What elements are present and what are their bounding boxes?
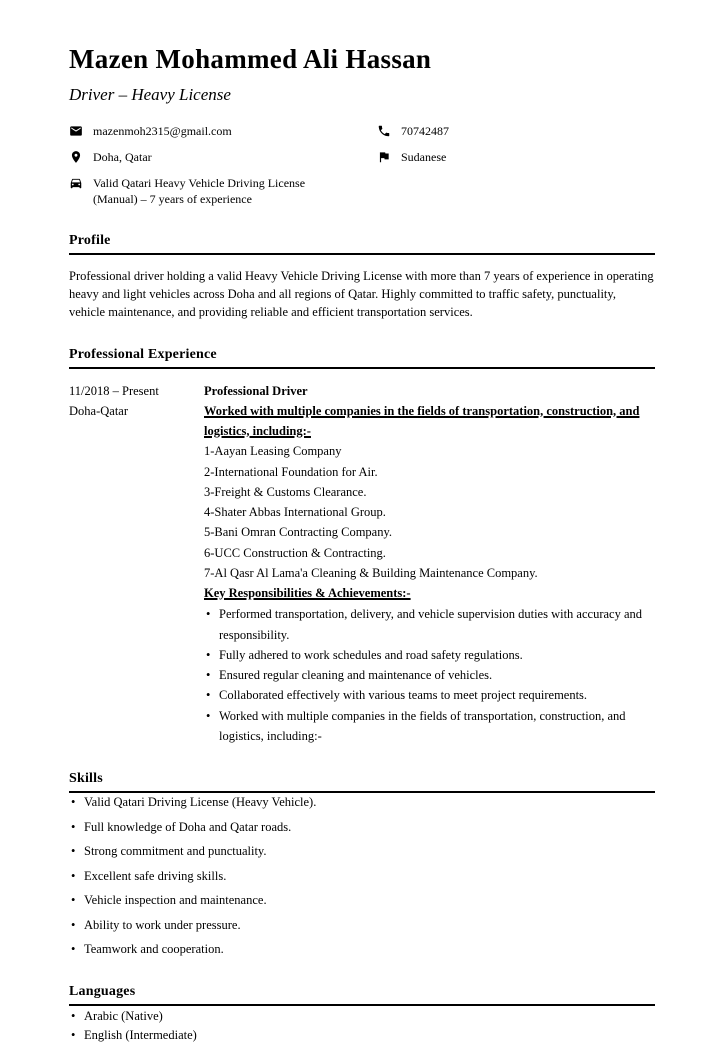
company-item: 2-International Foundation for Air. — [204, 464, 378, 479]
company-item: 4-Shater Abbas International Group. — [204, 505, 386, 520]
languages-section — [69, 984, 655, 1045]
flag-icon — [377, 150, 391, 164]
company-item: 6-UCC Construction & Contracting. — [204, 545, 386, 560]
responsibility-item: • Collaborated effectively with various teams to meet project requirements. — [204, 685, 655, 705]
profile-heading: Profile — [69, 233, 655, 255]
experience-date-range: 11/2018 – Present — [69, 383, 159, 398]
candidate-job-title: Driver – Heavy License — [69, 85, 231, 105]
skill-item: • Valid Qatari Driving License (Heavy Vehicle). — [69, 794, 655, 812]
company-item: 5-Bani Omran Contracting Company. — [204, 525, 393, 540]
experience-section — [69, 347, 655, 747]
languages-heading: Languages — [69, 984, 655, 1006]
contact-email — [69, 123, 377, 140]
experience-meta — [69, 381, 204, 747]
skill-item: • Teamwork and cooperation. — [69, 941, 655, 959]
experience-details — [204, 381, 655, 747]
language-item: • Arabic (Native) — [69, 1007, 655, 1026]
contact-license-text: Valid Qatari Heavy Vehicle Driving License (Manual) – 7 years of experience — [93, 175, 306, 207]
responsibility-item: • Fully adhered to work schedules and road safety regulations. — [204, 645, 655, 665]
car-icon — [69, 176, 83, 190]
profile-text: Professional driver holding a valid Heavy Vehicle Driving License with more than 7 years of experience in operating heavy and light vehicles across Doha and all regions of Qatar. Highly committed to traffic safety, punctuality, vehicle maintenance, and providing reliable and efficient transportation services. — [69, 269, 654, 320]
company-item: 3-Freight & Customs Clearance. — [204, 484, 367, 499]
skills-list — [69, 794, 655, 959]
location-pin-icon — [69, 150, 83, 164]
contact-section — [69, 123, 655, 208]
skill-item: • Strong commitment and punctuality. — [69, 843, 655, 861]
skill-item: • Vehicle inspection and maintenance. — [69, 892, 655, 910]
contact-phone — [377, 123, 655, 140]
contact-phone-text: 70742487 — [401, 124, 449, 139]
contact-location-text: Doha, Qatar — [93, 149, 152, 164]
phone-icon — [377, 124, 391, 138]
experience-heading: Professional Experience — [69, 347, 655, 369]
experience-location: Doha-Qatar — [69, 403, 128, 418]
company-item: 1-Aayan Leasing Company — [204, 444, 342, 459]
experience-responsibilities-heading: Key Responsibilities & Achievements:- — [204, 586, 411, 601]
skill-item: • Full knowledge of Doha and Qatar roads. — [69, 819, 655, 837]
responsibility-item: • Ensured regular cleaning and maintenance of vehicles. — [204, 665, 655, 685]
language-item: • English (Intermediate) — [69, 1026, 655, 1045]
experience-entry — [69, 381, 655, 747]
languages-list — [69, 1007, 655, 1045]
contact-location — [69, 149, 377, 166]
contact-nationality — [377, 149, 655, 166]
skill-item: • Ability to work under pressure. — [69, 917, 655, 935]
experience-position-title: Professional Driver — [204, 383, 308, 398]
responsibility-item: • Performed transportation, delivery, and vehicle supervision duties with accuracy and responsibility. — [204, 604, 655, 645]
contact-nationality-text: Sudanese — [401, 149, 447, 164]
company-item: 7-Al Qasr Al Lama'a Cleaning & Building Maintenance Company. — [204, 565, 538, 580]
contact-license — [69, 175, 377, 209]
candidate-name: Mazen Mohammed Ali Hassan — [69, 44, 432, 74]
responsibilities-list — [204, 604, 655, 746]
email-icon — [69, 124, 83, 138]
profile-section — [69, 233, 655, 321]
contact-email-text: mazenmoh2315@gmail.com — [93, 124, 232, 139]
skill-item: • Excellent safe driving skills. — [69, 868, 655, 886]
experience-companies-heading: Worked with multiple companies in the fields of transportation, construction, and logistics, including:- — [204, 403, 640, 439]
responsibility-item: • Worked with multiple companies in the fields of transportation, construction, and logistics, including:- — [204, 706, 655, 747]
skills-section — [69, 771, 655, 959]
skills-heading: Skills — [69, 771, 655, 793]
